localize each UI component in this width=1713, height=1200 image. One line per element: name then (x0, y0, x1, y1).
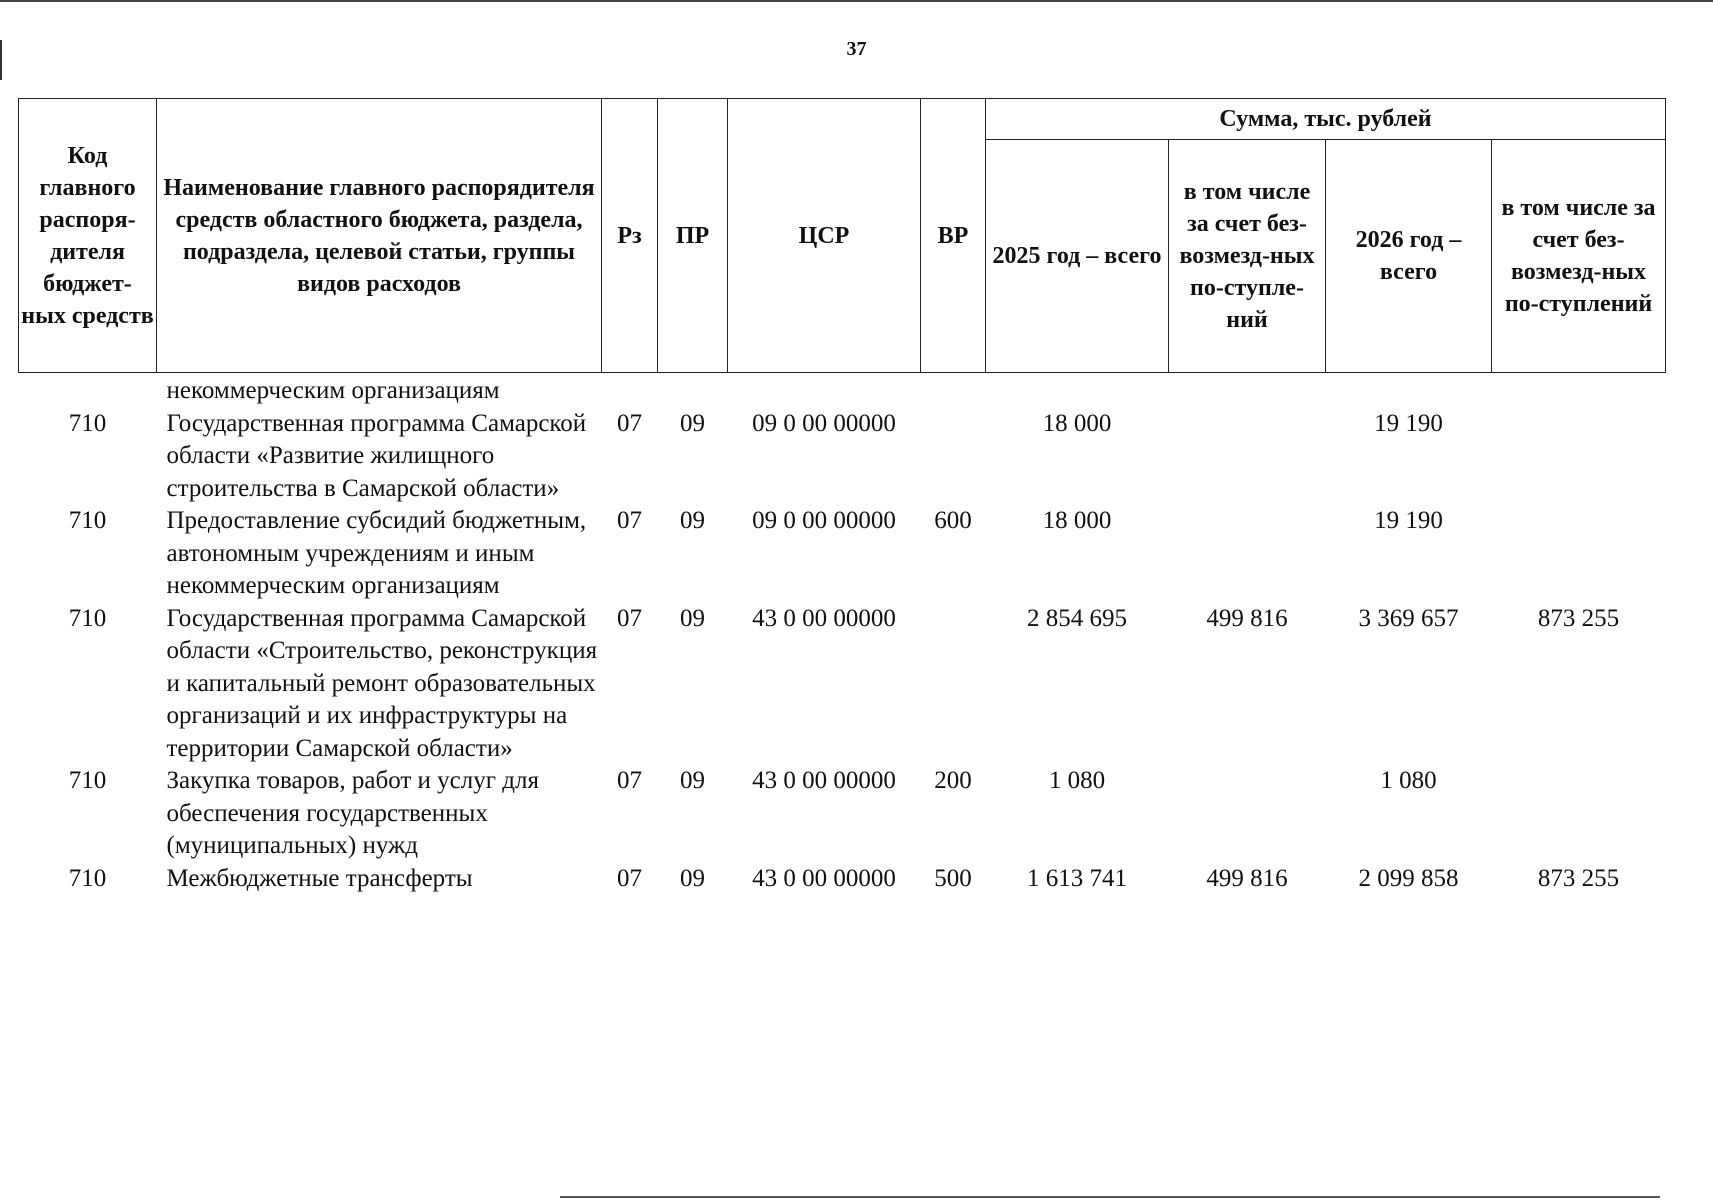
cell-rz: 07 (617, 864, 642, 892)
cell-2026-grants (1492, 408, 1666, 506)
cell-csr: 09 0 00 00000 (752, 409, 896, 437)
cell-pr: 09 (680, 767, 705, 794)
cell-vr: 200 (934, 767, 972, 794)
cell-csr: 43 0 00 00000 (752, 604, 896, 632)
cell-2025-grants: 499 816 (1206, 604, 1288, 632)
header-2026-total: 2026 год – всего (1326, 140, 1492, 373)
cell-2026-total: 1 080 (1380, 767, 1437, 794)
cell-2026-total: 2 099 858 (1358, 864, 1459, 892)
cell-pr: 09 (680, 409, 705, 437)
cell-rz: 07 (617, 507, 642, 534)
table-header (19, 99, 1666, 373)
header-rz: Рз (602, 99, 658, 373)
cell-2025-grants (1169, 765, 1326, 863)
cell-2025-grants: 499 816 (1206, 864, 1288, 892)
table-row (19, 505, 1666, 603)
cell-name: Предоставление субсидий бюджетным, автономным учреждениям и иным некоммерческим организациям (166, 507, 587, 599)
scan-edge-bottom (560, 1196, 1660, 1198)
cell-2026-grants (1492, 505, 1666, 603)
table-body (19, 373, 1666, 896)
budget-table (18, 98, 1666, 895)
header-2025-total: 2025 год – всего (986, 140, 1169, 373)
cell-vr (921, 603, 986, 766)
cell-2025-total: 1 080 (1048, 767, 1106, 794)
cell-code: 710 (68, 507, 107, 534)
cell-rz: 07 (617, 604, 642, 632)
cell-2026-total: 19 190 (1374, 409, 1443, 437)
header-2026-grants: в том числе за счет без-возмезд-ных по-ступлений (1492, 140, 1666, 373)
cell-name: Государственная программа Самарской области «Строительство, реконструкция и капитальный ремонт образовательных организаций и их инфраструктуры на территории Самарской области» (166, 604, 598, 762)
cell-rz: 07 (617, 409, 642, 437)
header-sum: Сумма, тыс. рублей (986, 99, 1666, 140)
cell-vr (921, 408, 986, 506)
cell-2025-total: 18 000 (1042, 409, 1112, 437)
table-row (19, 603, 1666, 766)
table-row (19, 863, 1666, 896)
cell-csr: 43 0 00 00000 (752, 864, 896, 892)
cell-vr: 600 (934, 507, 972, 534)
cell-pr: 09 (680, 864, 705, 892)
table-row (19, 408, 1666, 506)
cell-name: Межбюджетные трансферты (166, 864, 473, 892)
table-row (19, 765, 1666, 863)
header-2025-grants: в том числе за счет без-возмезд-ных по-ступле-ний (1169, 140, 1326, 373)
header-pr: ПР (658, 99, 728, 373)
cell-name: Государственная программа Самарской области «Развитие жилищного строительства в Самарской области» (166, 409, 587, 502)
cell-code: 710 (68, 604, 107, 632)
cell-csr: 43 0 00 00000 (752, 767, 896, 794)
header-csr: ЦСР (728, 99, 921, 373)
continuation-text: некоммерческим организациям (166, 377, 500, 404)
cell-2026-total: 19 190 (1374, 507, 1443, 534)
cell-2026-grants: 873 255 (1537, 864, 1620, 892)
cell-pr: 09 (680, 604, 705, 632)
cell-code: 710 (68, 864, 107, 892)
table-row-continuation (19, 373, 1666, 408)
cell-name: Закупка товаров, работ и услуг для обеспечения государственных (муниципальных) нужд (166, 767, 539, 859)
cell-2025-grants (1169, 408, 1326, 506)
cell-code: 710 (68, 767, 107, 794)
cell-pr: 09 (680, 507, 705, 534)
cell-code: 710 (68, 409, 107, 437)
page-number: 37 (846, 38, 867, 60)
cell-2025-grants (1169, 505, 1326, 603)
cell-2026-total: 3 369 657 (1358, 604, 1459, 632)
cell-2025-total: 2 854 695 (1027, 604, 1127, 632)
cell-2026-grants: 873 255 (1537, 604, 1620, 632)
cell-vr: 500 (934, 864, 972, 892)
header-vr: ВР (921, 99, 986, 373)
cell-rz: 07 (617, 767, 642, 794)
header-name: Наименование главного распорядителя средств областного бюджета, раздела, подраздела, целевой статьи, группы видов расходов (157, 99, 602, 373)
cell-csr: 09 0 00 00000 (752, 507, 896, 534)
header-code: Код главного распоря-дителя бюджет-ных средств (19, 99, 157, 373)
cell-2025-total: 18 000 (1042, 507, 1112, 534)
scan-edge-top (0, 0, 1713, 2)
cell-2026-grants (1492, 765, 1666, 863)
cell-2025-total: 1 613 741 (1027, 864, 1127, 892)
